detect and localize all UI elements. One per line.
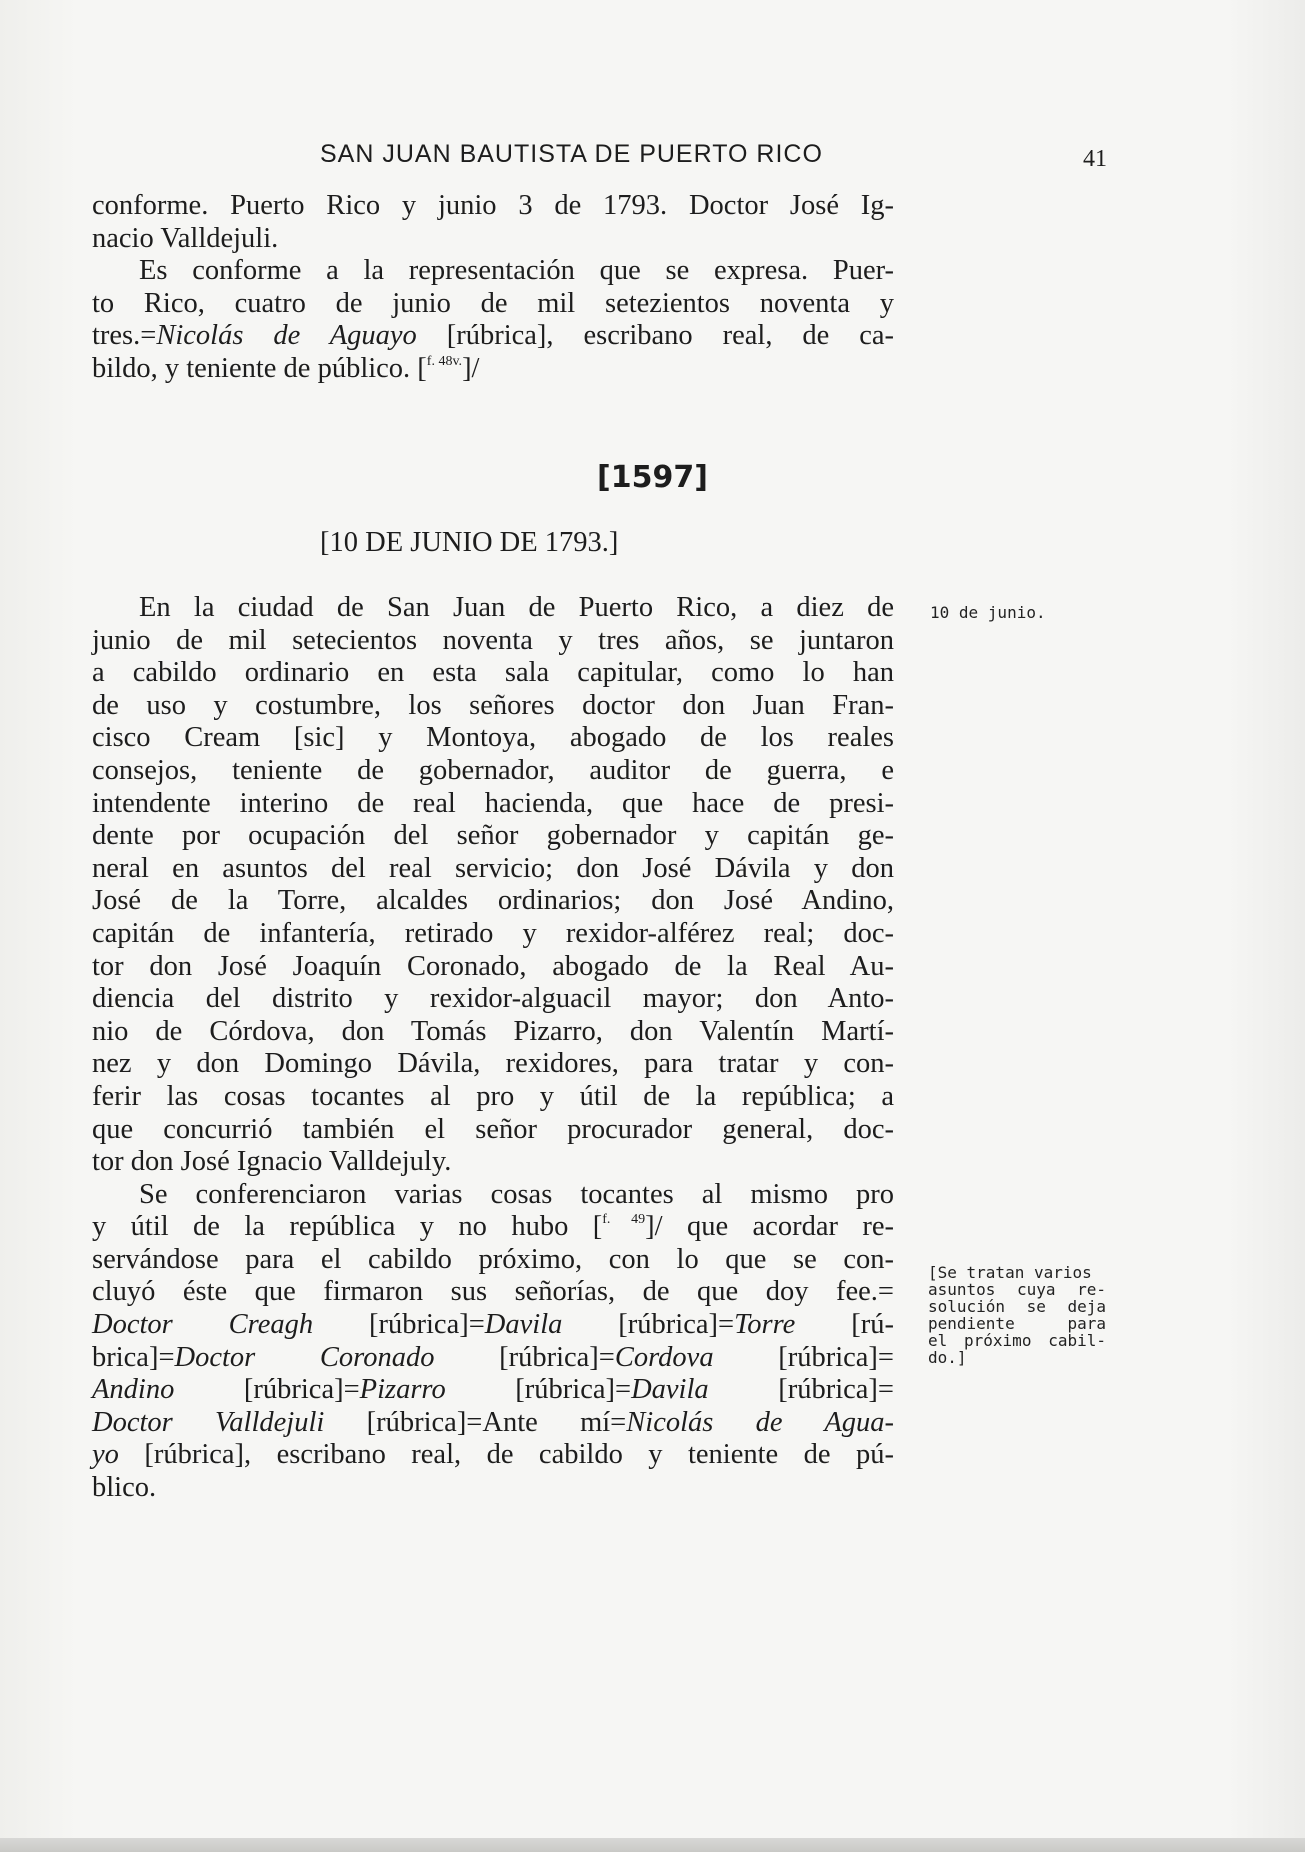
- margin-note-line: solución se deja: [928, 1297, 1106, 1316]
- text-line: que concurrió también el señor procurador general, doc-: [92, 1113, 894, 1145]
- minutes-body: [92, 592, 894, 1505]
- text-line: cisco Cream [sic] y Montoya, abogado de los reales: [92, 722, 894, 754]
- text-line: En la ciudad de San Juan de Puerto Rico, a diez de: [139, 592, 894, 623]
- text-line: Es conforme a la representación que se expresa. Puer-: [139, 255, 894, 287]
- margin-note-line: [Se tratan varios: [928, 1263, 1092, 1282]
- text-line: ferir las cosas tocantes al pro y útil de la república; a: [92, 1080, 894, 1112]
- text-line: intendente interino de real hacienda, que hace de presi-: [92, 787, 894, 819]
- signature-line: yo [rúbrica], escribano real, de cabildo y teniente de pú-: [92, 1439, 894, 1471]
- text-line: to Rico, cuatro de junio de mil setezientos noventa y: [92, 287, 894, 319]
- text-line: junio de mil setecientos noventa y tres años, se juntaron: [92, 624, 894, 656]
- text-line: capitán de infantería, retirado y rexidor-alférez real; doc-: [92, 917, 894, 949]
- margin-note-line: do.]: [928, 1348, 967, 1367]
- text-line: blico.: [92, 1472, 157, 1504]
- text-line: nez y don Domingo Dávila, rexidores, para tratar y con-: [92, 1048, 894, 1080]
- text-line: tor don José Ignacio Valldejuly.: [92, 1146, 452, 1178]
- text-line: nio de Córdova, don Tomás Pizarro, don Valentín Martí-: [92, 1015, 894, 1047]
- page-bottom-edge: [0, 1838, 1305, 1852]
- text-line: José de la Torre, alcaldes ordinarios; don José Andino,: [92, 885, 894, 917]
- text-line: cluyó éste que firmaron sus señorías, de que doy fee.=: [92, 1276, 894, 1308]
- signature-line: Doctor Creagh [rúbrica]=Davila [rúbrica]=Torre [rú-: [92, 1309, 894, 1341]
- margin-note-summary: [928, 1264, 1106, 1366]
- text-line: y útil de la república y no hubo [$^{f. 49}$]/ que acordar re-: [92, 1211, 894, 1243]
- signature-line: Andino [rúbrica]=Pizarro [rúbrica]=Davila [rúbrica]=: [92, 1374, 894, 1406]
- text-line: bildo, y teniente de público. [$^{f. 48v.}$]/: [92, 352, 480, 384]
- text-line: consejos, teniente de gobernador, auditor de guerra, e: [92, 754, 894, 786]
- text-line: diencia del distrito y rexidor-alguacil mayor; don Anto-: [92, 983, 894, 1015]
- margin-note-date: 10 de junio.: [930, 603, 1046, 622]
- signature-line: Doctor Valldejuli [rúbrica]=Ante mí=Nicolás de Agua-: [92, 1406, 895, 1438]
- text-line: dente por ocupación del señor gobernador y capitán ge-: [92, 820, 894, 852]
- text-line: conforme. Puerto Rico y junio 3 de 1793. Doctor José Ig-: [92, 190, 894, 221]
- margin-note-line: pendiente para: [928, 1314, 1106, 1333]
- intro-paragraph: [92, 190, 894, 386]
- text-line: servándose para el cabildo próximo, con lo que se con-: [92, 1243, 894, 1275]
- entry-number: [1597]: [597, 460, 708, 495]
- signature-line: brica]=Doctor Coronado [rúbrica]=Cordova [rúbrica]=: [92, 1341, 894, 1373]
- entry-date: [10 DE JUNIO DE 1793.]: [320, 527, 619, 558]
- text-line: neral en asuntos del real servicio; don José Dávila y don: [92, 852, 894, 884]
- text-line: tor don José Joaquín Coronado, abogado de la Real Au-: [92, 950, 894, 982]
- text-line: a cabildo ordinario en esta sala capitular, como lo han: [92, 657, 894, 689]
- page-number: 41: [1083, 146, 1107, 172]
- text-line: tres.=Nicolás de Aguayo [rúbrica], escribano real, de ca-: [92, 320, 895, 352]
- text-line: Se conferenciaron varias cosas tocantes al mismo pro: [139, 1178, 894, 1210]
- text-line: nacio Valldejuli.: [92, 222, 279, 254]
- text-line: de uso y costumbre, los señores doctor don Juan Fran-: [92, 689, 894, 721]
- running-head: SAN JUAN BAUTISTA DE PUERTO RICO: [320, 140, 823, 168]
- margin-note-line: el próximo cabil-: [928, 1331, 1106, 1350]
- margin-note-line: asuntos cuya re-: [928, 1280, 1106, 1299]
